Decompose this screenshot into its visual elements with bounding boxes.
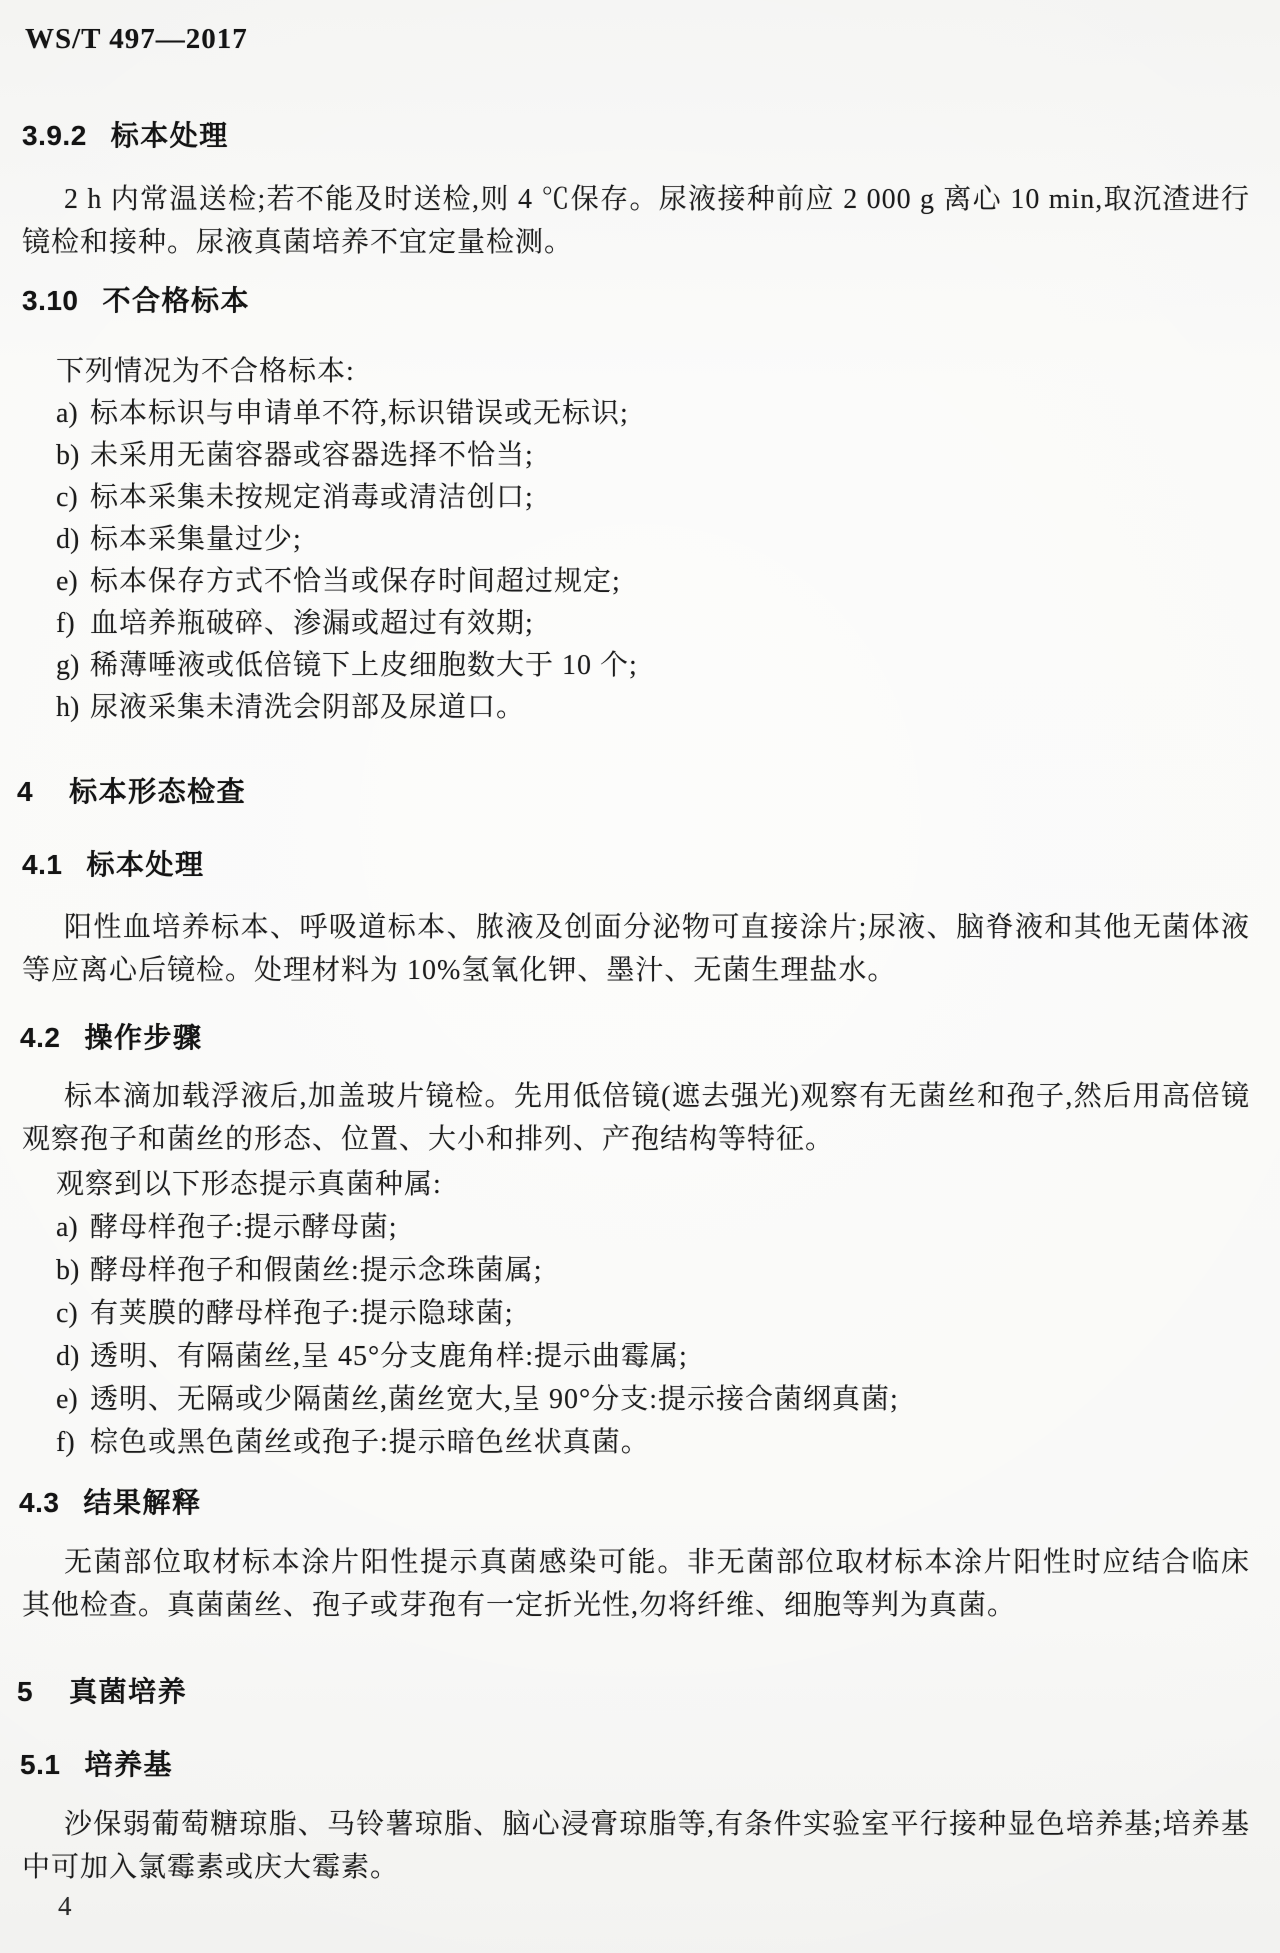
clause-title: 操作步骤 (84, 1022, 203, 1053)
list-text: 透明、无隔或少隔菌丝,菌丝宽大,呈 90°分支:提示接合菌纲真菌; (90, 1384, 899, 1415)
heading-3-10 (22, 279, 250, 322)
list-marker: e) (56, 566, 78, 597)
heading-4-3 (19, 1481, 201, 1524)
list-item (22, 1335, 1250, 1378)
heading-4-1 (22, 843, 204, 886)
clause-title: 真菌培养 (69, 1676, 188, 1707)
list-marker: f) (56, 1427, 75, 1458)
list-item (22, 1421, 1250, 1464)
list-item (22, 1249, 1250, 1292)
paragraph-culture-media: 沙保弱葡萄糖琼脂、马铃薯琼脂、脑心浸膏琼脂等,有条件实验室平行接种显色培养基;培养基中可加入氯霉素或庆大霉素。 (22, 1809, 1250, 1883)
clause-number: 3.9.2 (22, 120, 87, 151)
heading-4 (17, 770, 246, 813)
paragraph-operation-steps: 标本滴加载浮液后,加盖玻片镜检。先用低倍镜(遮去强光)观察有无菌丝和孢子,然后用高倍镜观察孢子和菌丝的形态、位置、大小和排列、产孢结构等特征。 (22, 1081, 1250, 1155)
list-marker: g) (56, 650, 80, 681)
clause-title: 标本处理 (86, 849, 205, 880)
heading-5-1 (20, 1743, 173, 1786)
list-text: 有荚膜的酵母样孢子:提示隐球菌; (90, 1298, 514, 1329)
heading-4-2 (20, 1016, 202, 1059)
clause-number: 3.10 (22, 285, 79, 316)
list-text: 透明、有隔菌丝,呈 45°分支鹿角样:提示曲霉属; (90, 1341, 688, 1372)
list-item (22, 603, 1250, 645)
list-marker: f) (56, 608, 75, 639)
clause-number: 4.3 (19, 1487, 60, 1518)
clause-title: 不合格标本 (102, 285, 251, 316)
list-text: 未采用无菌容器或容器选择不恰当; (90, 440, 534, 471)
clause-number: 4.2 (20, 1022, 61, 1053)
list-text: 酵母样孢子:提示酵母菌; (90, 1212, 398, 1243)
paragraph-morphology-intro: 观察到以下形态提示真菌种属: (56, 1169, 442, 1200)
standard-number-header: WS/T 497—2017 (25, 23, 248, 55)
list-marker: d) (56, 524, 80, 555)
list-item (22, 435, 1250, 477)
clause-title: 标本形态检查 (69, 776, 247, 807)
list-text: 标本采集量过少; (90, 524, 302, 555)
heading-3-9-2 (22, 114, 229, 157)
list-text: 血培养瓶破碎、渗漏或超过有效期; (90, 608, 534, 639)
list-text: 棕色或黑色菌丝或孢子:提示暗色丝状真菌。 (90, 1427, 650, 1458)
list-item (22, 393, 1250, 435)
list-item (22, 1206, 1250, 1249)
unqualified-specimen-list (22, 393, 1250, 729)
list-marker: e) (56, 1384, 78, 1415)
clause-number: 5.1 (20, 1749, 61, 1780)
paragraph-specimen-handling-41: 阳性血培养标本、呼吸道标本、脓液及创面分泌物可直接涂片;尿液、脑脊液和其他无菌体液等应离心后镜检。处理材料为 10%氢氧化钾、墨汁、无菌生理盐水。 (22, 912, 1250, 986)
clause-number: 5 (17, 1676, 34, 1707)
list-item (22, 1378, 1250, 1421)
list-marker: b) (56, 440, 80, 471)
paragraph-unqualified-intro: 下列情况为不合格标本: (56, 356, 355, 387)
clause-number: 4.1 (22, 849, 63, 880)
clause-title: 培养基 (84, 1749, 173, 1780)
list-text: 标本标识与申请单不符,标识错误或无标识; (90, 398, 629, 429)
list-marker: c) (56, 1298, 78, 1329)
list-marker: d) (56, 1341, 80, 1372)
list-text: 尿液采集未清洗会阴部及尿道口。 (90, 692, 526, 723)
paragraph-result-interpretation: 无菌部位取材标本涂片阳性提示真菌感染可能。非无菌部位取材标本涂片阳性时应结合临床其他检查。真菌菌丝、孢子或芽孢有一定折光性,勿将纤维、细胞等判为真菌。 (22, 1547, 1250, 1621)
list-marker: b) (56, 1255, 80, 1286)
list-item (22, 561, 1250, 603)
list-text: 标本采集未按规定消毒或清洁创口; (90, 482, 534, 513)
clause-title: 结果解释 (83, 1487, 202, 1518)
morphology-list (22, 1206, 1250, 1464)
list-marker: a) (56, 398, 78, 429)
list-item (22, 519, 1250, 561)
paragraph-specimen-handling-392: 2 h 内常温送检;若不能及时送检,则 4 ℃保存。尿液接种前应 2 000 g 离心 10 min,取沉渣进行镜检和接种。尿液真菌培养不宜定量检测。 (22, 184, 1250, 258)
list-item (22, 645, 1250, 687)
list-marker: a) (56, 1212, 78, 1243)
clause-number: 4 (17, 776, 34, 807)
list-marker: c) (56, 482, 78, 513)
list-item (22, 687, 1250, 729)
list-item (22, 1292, 1250, 1335)
list-text: 酵母样孢子和假菌丝:提示念珠菌属; (90, 1255, 543, 1286)
list-text: 标本保存方式不恰当或保存时间超过规定; (90, 566, 621, 597)
list-marker: h) (56, 692, 80, 723)
heading-5 (17, 1670, 187, 1713)
list-item (22, 477, 1250, 519)
clause-title: 标本处理 (110, 120, 229, 151)
list-text: 稀薄唾液或低倍镜下上皮细胞数大于 10 个; (90, 650, 638, 681)
page-number: 4 (58, 1891, 72, 1921)
